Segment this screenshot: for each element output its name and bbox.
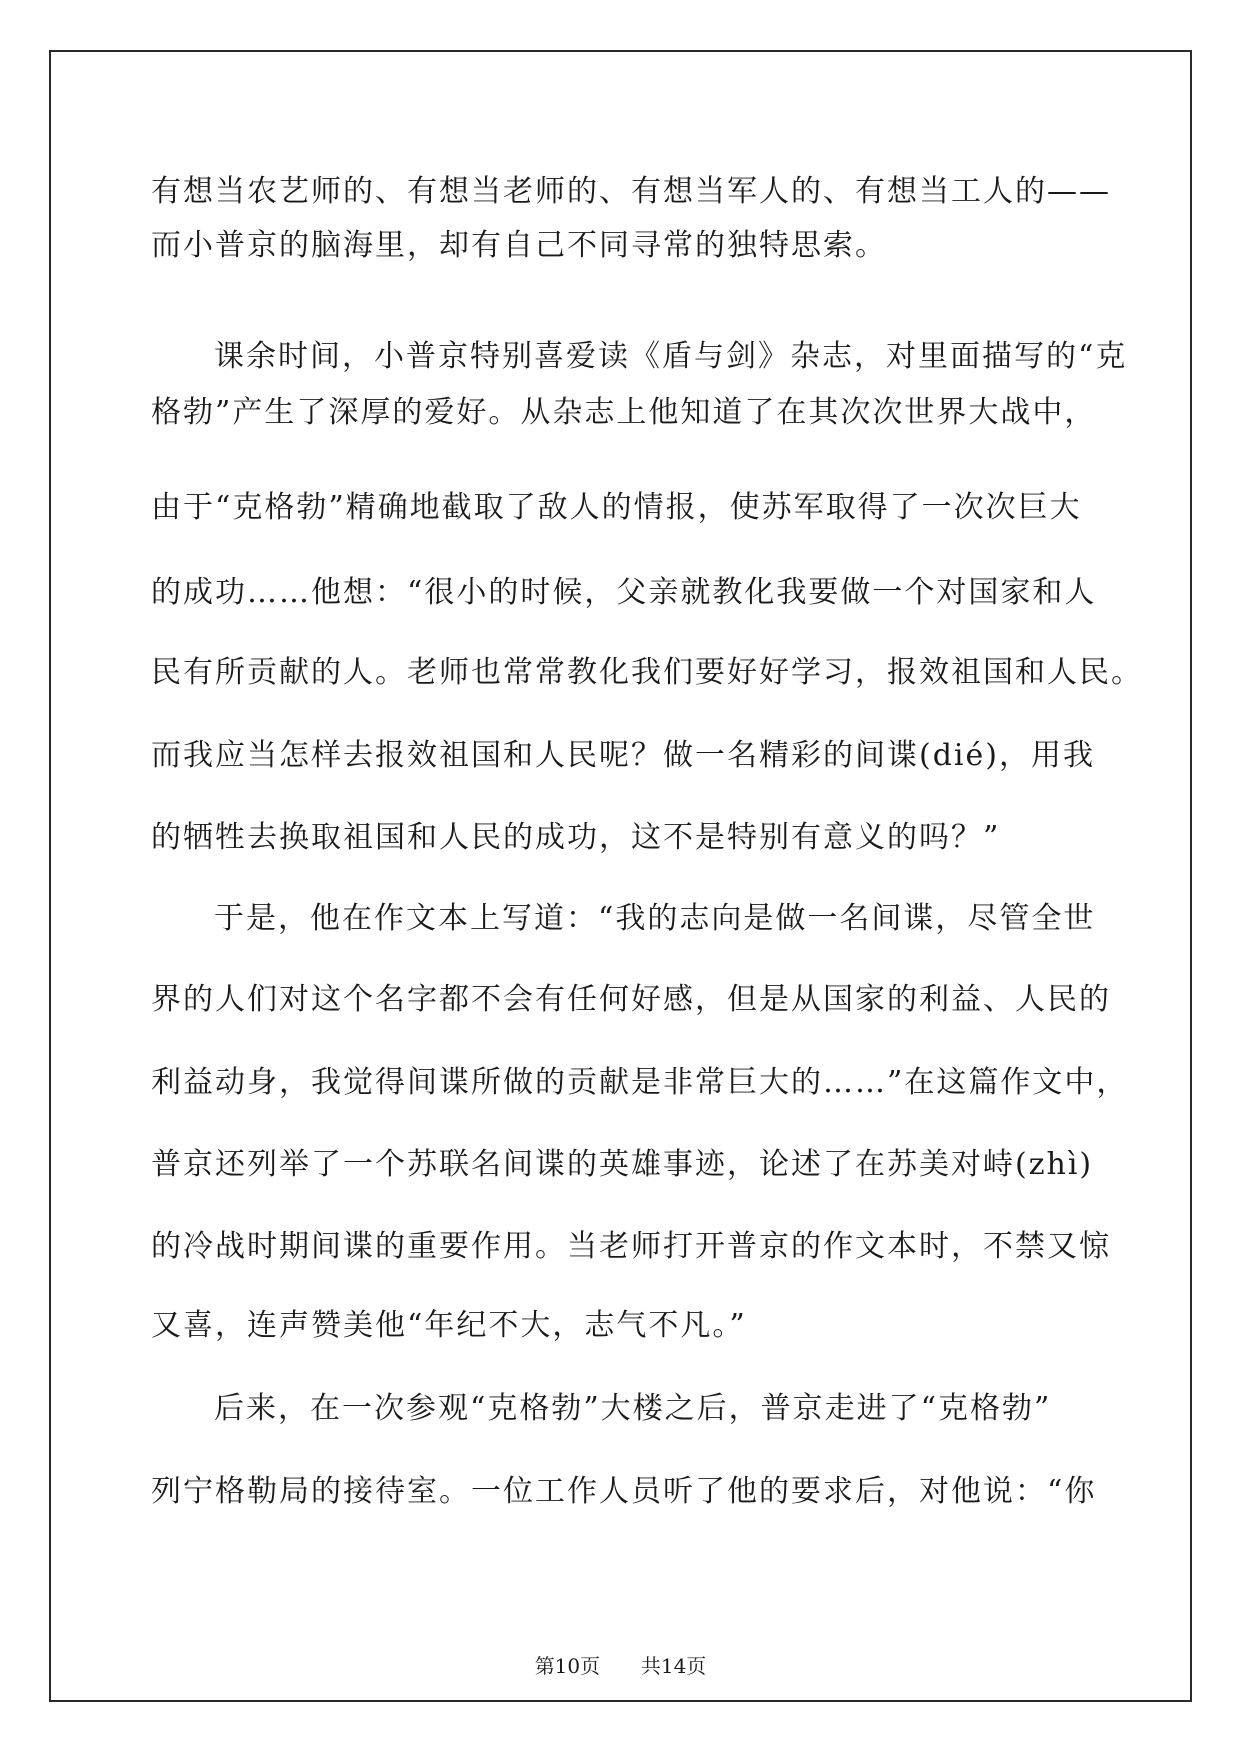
page-number: 第10页 (534, 1654, 601, 1678)
paragraph-first-line: 课余时间，小普京特别喜爱读《盾与剑》杂志，对里面描写的“克 (214, 339, 1128, 374)
text-line: 民有所贡献的人。老师也常常教化我们要好好学习，报效祖国和人民。 (151, 655, 1143, 690)
text-line: 由于“克格勃”精确地截取了敌人的情报，使苏军取得了一次次巨大 (151, 490, 1082, 525)
text-line: 又喜，连声赞美他“年纪不大，志气不凡。” (151, 1308, 747, 1343)
text-line: 利益动身，我觉得间谍所做的贡献是非常巨大的……”在这篇作文中， (151, 1065, 1129, 1100)
text-line: 的牺牲去换取祖国和人民的成功，这不是特别有意义的吗？” (151, 820, 1001, 855)
page-footer (0, 1654, 1241, 1678)
paragraph-first-line: 后来，在一次参观“克格勃”大楼之后，普京走进了“克格勃” (214, 1391, 1052, 1426)
text-line: 有想当农艺师的、有想当老师的、有想当军人的、有想当工人的—— (151, 174, 1111, 209)
text-line: 列宁格勒局的接待室。一位工作人员听了他的要求后，对他说：“你 (151, 1474, 1097, 1509)
text-line: 的冷战时期间谍的重要作用。当老师打开普京的作文本时，不禁又惊 (151, 1229, 1111, 1264)
text-line: 而小普京的脑海里，却有自己不同寻常的独特思索。 (151, 228, 887, 263)
text-line: 格勃”产生了深厚的爱好。从杂志上他知道了在其次次世界大战中， (151, 395, 1097, 430)
page-frame (49, 50, 1192, 1702)
text-line: 的成功……他想：“很小的时候，父亲就教化我要做一个对国家和人 (151, 575, 1097, 610)
text-line: 界的人们对这个名字都不会有任何好感，但是从国家的利益、人民的 (151, 982, 1111, 1017)
text-line: 普京还列举了一个苏联名间谍的英雄事迹，论述了在苏美对峙(zhì) (151, 1147, 1094, 1182)
text-line: 而我应当怎样去报效祖国和人民呢？做一名精彩的间谍(dié)，用我 (151, 738, 1095, 773)
page-total: 共14页 (640, 1654, 707, 1678)
paragraph-first-line: 于是，他在作文本上写道：“我的志向是做一名间谍，尽管全世 (214, 901, 1096, 936)
